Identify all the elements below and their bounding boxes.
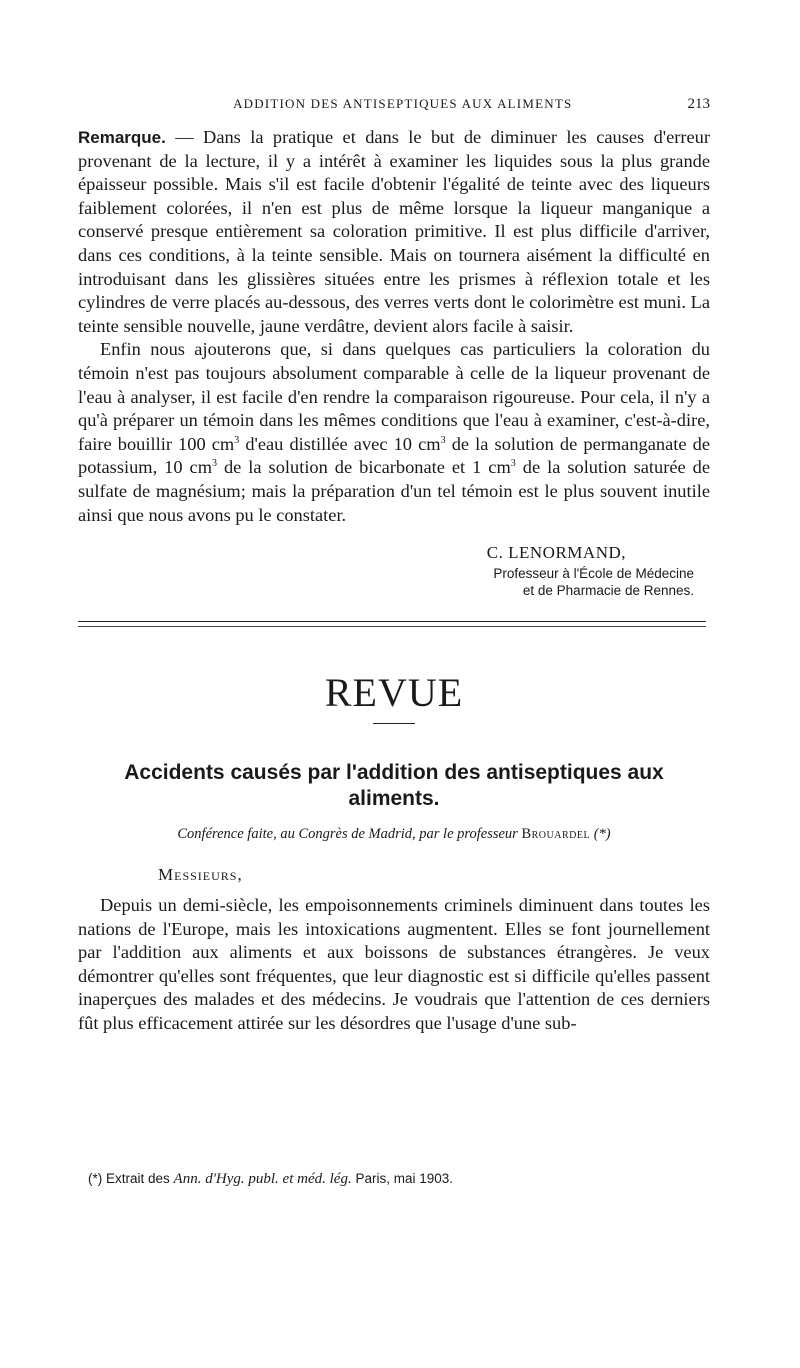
byline-author: Brouardel — [521, 826, 591, 843]
page-content — [78, 96, 710, 1036]
author-signature — [78, 541, 710, 599]
footnote — [88, 1170, 453, 1188]
title-underline — [373, 723, 415, 724]
remark-text: — Dans la pratique et dans le but de diminuer les causes d'erreur provenant de la lecture, il y a intérêt à examiner les liquides sous la plus grande épaisseur possible. Mais s'il est facile d'obtenir l'égalité de teinte avec des liqueurs faiblement colorées, il n'en est plus de même lorsque la liqueur manganique a conservé presque entièrement sa coloration primitive. Il est plus difficile d'arriver, dans ces conditions, à la teinte sensible. Mais on tournera aisément la difficulté en introduisant dans les glissières situées entre les prismes à réflexion totale et les cylindres de verre placés au-dessous, des verres verts dont le colorimètre est muni. La teinte sensible nouvelle, jaune verdâtre, devient alors facile à saisir. — [78, 127, 710, 336]
footnote-text-b: Paris, mai 1903. — [351, 1171, 453, 1186]
unit-superscript: 3 — [234, 434, 240, 446]
running-header — [78, 96, 710, 118]
unit-superscript: 3 — [440, 434, 446, 446]
conclusion-paragraph — [78, 338, 710, 527]
conclusion-text-e: de la solution saturée de sulfate de magnésium; mais la préparation d'un tel témoin est le plus souvent inutile ainsi que nous avons pu le constater. — [78, 457, 710, 525]
unit-superscript: 3 — [510, 458, 516, 470]
article-title: Accidents causés par l'addition des antiseptiques aux aliments. — [124, 761, 664, 811]
running-title: ADDITION DES ANTISEPTIQUES AUX ALIMENTS — [233, 96, 573, 111]
conclusion-text-a: Enfin nous ajouterons que, si dans quelques cas particuliers la coloration du témoin n'est pas toujours absolument comparable à celle de la liqueur provenant de l'eau à analyser, il est facile d'en rendre la comparaison rigoureuse. Pour cela, il n'y a qu'à préparer un témoin dans les mêmes conditions que l'eau à examiner, c'est-à-dire, faire bouillir 100 cm — [78, 339, 710, 454]
author-name: C. LENORMAND, — [486, 543, 626, 563]
article — [78, 760, 710, 1036]
section-title: REVUE — [324, 670, 464, 716]
page-number: 213 — [687, 96, 710, 112]
remark-paragraph — [78, 126, 710, 338]
conclusion-text-c: de la solution de permanganate de potassium, 10 cm — [78, 433, 710, 478]
author-title: Professeur à l'École de Médecine — [493, 566, 694, 582]
conclusion-text-b: d'eau distillée avec 10 cm — [239, 433, 441, 454]
article-byline — [78, 824, 710, 844]
conclusion-text-d: de la solution de bicarbonate et 1 cm — [217, 457, 511, 478]
unit-superscript: 3 — [212, 458, 217, 470]
salutation: Messieurs, — [158, 865, 243, 885]
byline-text: Conférence faite, au Congrès de Madrid, par le professeur — [177, 826, 522, 843]
section-divider — [78, 621, 706, 627]
footnote-marker: (*) — [88, 1171, 103, 1186]
footnote-journal: Ann. d'Hyg. publ. et méd. lég. — [173, 1171, 352, 1187]
article-paragraph: Depuis un demi-siècle, les empoisonnements criminels diminuent dans toutes les nations de l'Europe, mais les intoxications augmentent. Elles se font journellement par l'addition aux aliments et aux boissons de substances étrangères. Je veux démontrer qu'elles sont fréquentes, que leur diagnostic est si difficile qu'elles passent inaperçues des malades et des médecins. Je voudrais que l'attention de ces derniers fût plus efficacement attirée sur les désordres que l'usage d'une sub- — [78, 895, 710, 1034]
remark-label: Remarque. — [78, 128, 166, 147]
author-affiliation: et de Pharmacie de Rennes. — [522, 583, 694, 599]
footnote-text-a: Extrait des — [102, 1171, 174, 1186]
footnote-reference: (*) — [590, 826, 611, 843]
